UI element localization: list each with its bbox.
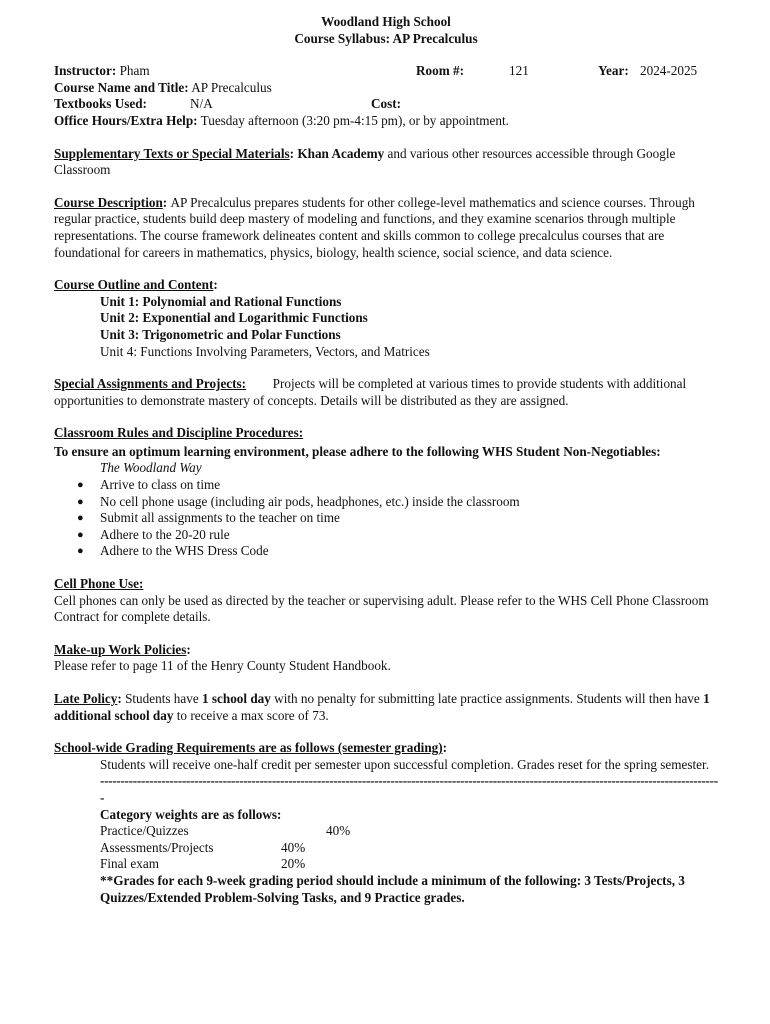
cellphone-section — [54, 576, 718, 626]
grading-section: School-wide Grading Requirements are as follows (semester grading): Students will receive one-half credit per semester upon successful completion. Grades reset for the spring semester. -------------------------------------------------------------------------------------------------------------------------------------------------------- Category weights are as follows: Practice/Quizzes 40% Assessments/Projects 40% Final exam 20% **Grades for each 9-week grading period should include a minimum of the following: 3 Tests/Projects, 3 Quizzes/Extended Problem-Solving Tasks, and 9 Practice grades. — [54, 740, 718, 905]
assignments-text: Projects will be completed at various times to provide students with additional opportunities to demonstrate mastery of concepts. Details will be distributed as they are assigned. — [54, 376, 687, 408]
grading-note: **Grades for each 9-week grading period should include a minimum of the following: 3 Tests/Projects, 3 Quizzes/Extended Problem-Solving Tasks, and 9 Practice grades. — [100, 872, 685, 905]
textbooks-label: Textbooks Used: — [54, 96, 147, 112]
late-label: Late Policy — [54, 691, 118, 706]
unit-1: Unit 1: Polynomial and Rational Functions — [100, 293, 342, 309]
syllabus-title: Course Syllabus: AP Precalculus — [294, 30, 478, 46]
cellphone-label: Cell Phone Use: — [54, 576, 144, 592]
weight-row — [54, 840, 718, 857]
weight-pct: 40% — [326, 823, 351, 839]
weight-pct: 40% — [281, 839, 306, 855]
assignments-label: Special Assignments and Projects: — [54, 376, 247, 392]
textbooks-value: N/A — [190, 96, 213, 112]
description-label: Course Description — [54, 194, 163, 210]
late-bold-2: 1 additional school day — [54, 691, 710, 723]
bullet-icon: ● — [77, 479, 84, 492]
weight-pct: 20% — [281, 856, 306, 872]
instructor-label: Instructor: — [54, 63, 117, 79]
weight-name: Practice/Quizzes — [100, 823, 189, 839]
supplementary-text: and various other resources accessible through Google Classroom — [54, 145, 676, 178]
assignments-section — [54, 376, 718, 409]
weight-row — [54, 823, 718, 840]
year-label: Year: — [598, 63, 629, 79]
course-label: Course Name and Title: — [54, 79, 189, 95]
cost-label: Cost: — [371, 96, 402, 112]
late-text-1: Students have — [125, 691, 199, 706]
course-value: AP Precalculus — [191, 79, 272, 95]
room-value: 121 — [509, 63, 529, 79]
grading-text: Students will receive one-half credit per semester upon successful completion. Grades reset for the spring semester. — [100, 756, 709, 772]
school-name: Woodland High School — [321, 14, 451, 29]
supplementary-bold: Khan Academy — [297, 145, 385, 161]
late-text-3: to receive a max score of 73. — [176, 707, 329, 723]
office-label: Office Hours/Extra Help: — [54, 112, 198, 128]
year-value: 2024-2025 — [640, 63, 698, 79]
description-text: AP Precalculus prepares students for other college-level mathematics and science courses. Through regular practice, students build deep mastery of modeling and functions, and they examine scenarios through multiple representations. The course framework delineates content and skills common to college precalculus courses that are foundational for careers in mathematics, physics, biology, health science, social science, and data science. — [54, 194, 695, 260]
course-row — [54, 80, 718, 97]
bullet-icon: ● — [77, 528, 84, 541]
supplementary-section: Supplementary Texts or Special Materials: Khan Academy and various other resources accessible through Google Classroom — [54, 145, 676, 178]
weights-title: Category weights are as follows: — [100, 806, 282, 822]
weight-name: Assessments/Projects — [100, 839, 214, 855]
list-item: ● No cell phone usage (including air pods, headphones, etc.) inside the classroom — [77, 493, 520, 509]
late-bold-1: 1 school day — [201, 691, 271, 706]
bullet-icon: ● — [77, 512, 84, 525]
supplementary-label: Supplementary Texts or Special Materials — [54, 145, 290, 161]
grading-label: School-wide Grading Requirements are as follows (semester grading) — [54, 740, 443, 756]
unit-2: Unit 2: Exponential and Logarithmic Functions — [100, 310, 368, 326]
textbooks-row — [54, 96, 718, 113]
description-section: Course Description: AP Precalculus prepares students for other college-level mathematics and science courses. Through regular practice, students build deep mastery of modeling and functions, and they examine scenarios through multiple representations. The course framework delineates content and skills common to college precalculus courses that are foundational for careers in mathematics, physics, biology, health science, social science, and data science. — [54, 194, 695, 260]
weight-row — [54, 856, 718, 873]
list-item: ● Adhere to the WHS Dress Code — [77, 543, 269, 559]
makeup-text: Please refer to page 11 of the Henry County Student Handbook. — [54, 658, 391, 674]
unit-3: Unit 3: Trigonometric and Polar Functions — [100, 326, 341, 342]
rules-list — [54, 477, 718, 560]
outline-label: Course Outline and Content — [54, 277, 214, 293]
weight-name: Final exam — [100, 856, 159, 872]
outline-section: Course Outline and Content: Unit 1: Polynomial and Rational Functions Unit 2: Exponential and Logarithmic Functions Unit 3: Trigonometric and Polar Functions Unit 4: Functions Involving Parameters, Vectors, and Matrices — [54, 277, 718, 360]
rules-intro: To ensure an optimum learning environment, please adhere to the following WHS Student Non-Negotiables: — [54, 443, 661, 459]
office-value: Tuesday afternoon (3:20 pm-4:15 pm), or by appointment. — [200, 112, 509, 128]
list-item: ● Adhere to the 20-20 rule — [77, 526, 230, 542]
unit-4: Unit 4: Functions Involving Parameters, Vectors, and Matrices — [100, 343, 430, 359]
room-label: Room #: — [416, 63, 464, 79]
rules-label: Classroom Rules and Discipline Procedures: — [54, 425, 304, 441]
list-item: ● Submit all assignments to the teacher on time — [77, 510, 340, 526]
rules-section — [54, 425, 718, 560]
late-text-2: with no penalty for submitting late practice assignments. Students will then have — [274, 691, 700, 706]
bullet-icon: ● — [77, 495, 84, 508]
woodland-way: The Woodland Way — [100, 460, 202, 476]
divider-dashes: -------------------------------------------------------------------------------------------------------------------------------------------------------- — [100, 773, 718, 805]
list-item: ● Arrive to class on time — [77, 477, 221, 493]
late-policy-section: Late Policy: Students have 1 school day with no penalty for submitting late practice assignments. Students will then have 1 additional school day to receive a max score of 73. — [54, 691, 710, 723]
course-info — [54, 63, 718, 129]
office-hours-row — [54, 113, 718, 130]
syllabus-page — [54, 14, 718, 906]
makeup-section: Make-up Work Policies: Please refer to page 11 of the Henry County Student Handbook. — [54, 642, 718, 675]
cellphone-text: Cell phones can only be used as directed by the teacher or supervising adult. Please refer to the WHS Cell Phone Classroom Contract for complete details. — [54, 592, 709, 625]
bullet-icon: ● — [77, 545, 84, 558]
instructor-row — [54, 63, 718, 80]
makeup-label: Make-up Work Policies — [54, 641, 187, 657]
instructor-value: Pham — [119, 63, 150, 79]
